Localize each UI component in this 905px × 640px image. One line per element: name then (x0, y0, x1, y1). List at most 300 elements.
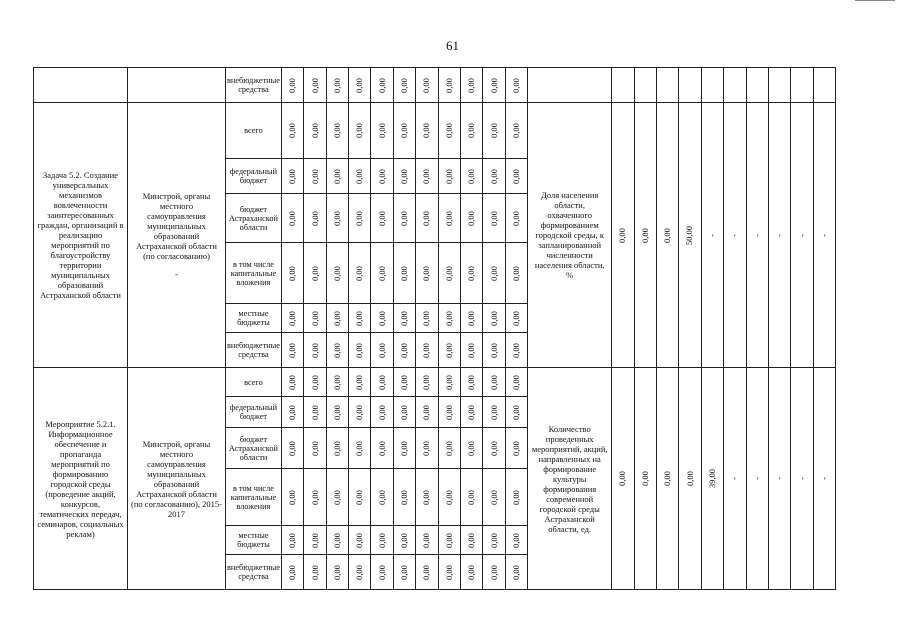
value-cell-text: 0,00 (309, 77, 320, 93)
value-cell (393, 469, 415, 526)
value-cell (326, 428, 348, 469)
indicator-value-text: 0,00 (617, 227, 628, 243)
source-cell: внебюджетные средства (226, 68, 282, 103)
value-cell (438, 368, 460, 397)
value-cell (416, 368, 438, 397)
scan-edge-mark (855, 0, 895, 2)
value-cell-text: 0,00 (309, 564, 320, 580)
value-cell-text: 0,00 (287, 310, 298, 326)
value-cell (371, 469, 393, 526)
value-cell-text: 0,00 (309, 265, 320, 281)
indicator-value-text: - (751, 233, 762, 237)
value-cell-text: 0,00 (376, 168, 387, 184)
value-cell-text: 0,00 (287, 210, 298, 226)
table-row (34, 368, 836, 397)
indicator-value-cell (656, 368, 678, 590)
value-cell-text: 0,00 (510, 374, 521, 390)
page-number: 61 (446, 38, 459, 53)
value-cell-text: 0,00 (510, 404, 521, 420)
indicator-value-text: - (796, 233, 807, 237)
value-cell (371, 243, 393, 304)
value-cell (281, 469, 303, 526)
source-cell: местные бюджеты (226, 526, 282, 555)
indicator-value-cell (634, 368, 656, 590)
value-cell (281, 526, 303, 555)
source-cell: внебюджетные средства (226, 333, 282, 368)
value-cell-text: 0,00 (466, 265, 477, 281)
value-cell (393, 555, 415, 590)
indicator-value-text: - (774, 233, 785, 237)
value-cell-text: 0,00 (421, 168, 432, 184)
value-cell-text: 0,00 (488, 168, 499, 184)
value-cell (304, 103, 326, 159)
indicator-value-text: - (818, 477, 829, 480)
value-cell (461, 159, 483, 194)
value-cell-text: 0,00 (466, 210, 477, 226)
value-cell-text: 0,00 (421, 342, 432, 358)
value-cell-text: 0,00 (443, 374, 454, 390)
value-cell-text: 0,00 (466, 168, 477, 184)
value-cell-text: 0,00 (331, 564, 342, 580)
responsible-mark: - (175, 269, 178, 279)
value-cell (483, 333, 505, 368)
value-cell (349, 333, 371, 368)
value-cell (505, 68, 527, 103)
value-cell (281, 555, 303, 590)
value-cell (483, 304, 505, 333)
value-cell-text: 0,00 (354, 168, 365, 184)
value-cell-text: 0,00 (421, 123, 432, 138)
indicator-value-cell (724, 368, 746, 590)
value-cell (461, 469, 483, 526)
value-cell (349, 159, 371, 194)
value-cell (371, 397, 393, 428)
value-cell-text: 0,00 (331, 77, 342, 93)
indicator-cell-continued (528, 68, 612, 103)
source-cell: в том числе капитальные вложения (226, 243, 282, 304)
value-cell-text: 0,00 (466, 440, 477, 456)
indicator-value-cell (724, 103, 746, 368)
indicator-value-text: 50,00 (684, 225, 695, 245)
value-cell (393, 243, 415, 304)
value-cell (304, 194, 326, 243)
value-cell (393, 333, 415, 368)
value-cell (438, 428, 460, 469)
indicator-value-cell (813, 368, 835, 590)
value-cell-text: 0,00 (354, 374, 365, 390)
value-cell-text: 0,00 (331, 123, 342, 138)
value-cell (371, 555, 393, 590)
value-cell-text: 0,00 (488, 489, 499, 505)
indicator-value-cell-empty (701, 68, 723, 103)
value-cell (349, 555, 371, 590)
value-cell (281, 243, 303, 304)
source-cell: бюджет Астраханской области (226, 428, 282, 469)
value-cell (461, 397, 483, 428)
value-cell-text: 0,00 (421, 310, 432, 326)
value-cell (326, 469, 348, 526)
value-cell-text: 0,00 (376, 210, 387, 226)
value-cell (461, 304, 483, 333)
value-cell-text: 0,00 (287, 123, 298, 138)
value-cell (349, 243, 371, 304)
value-cell (416, 304, 438, 333)
value-cell (326, 555, 348, 590)
value-cell (438, 243, 460, 304)
value-cell (393, 368, 415, 397)
value-cell (483, 159, 505, 194)
indicator-value-cell (813, 103, 835, 368)
value-cell-text: 0,00 (443, 404, 454, 420)
value-cell (483, 526, 505, 555)
value-cell-text: 0,00 (510, 77, 521, 93)
value-cell (416, 526, 438, 555)
value-cell-text: 0,00 (510, 564, 521, 580)
value-cell-text: 0,00 (510, 265, 521, 281)
value-cell (281, 333, 303, 368)
value-cell-text: 0,00 (376, 77, 387, 93)
value-cell (483, 194, 505, 243)
value-cell (304, 333, 326, 368)
value-cell-text: 0,00 (443, 123, 454, 138)
value-cell (371, 194, 393, 243)
indicator-value-text: - (774, 477, 785, 480)
value-cell-text: 0,00 (376, 310, 387, 326)
value-cell (349, 368, 371, 397)
value-cell (416, 397, 438, 428)
indicator-value-text: 0,00 (617, 471, 628, 486)
value-cell (304, 368, 326, 397)
value-cell (304, 159, 326, 194)
indicator-value-cell (701, 368, 723, 590)
resp-cell-continued (128, 68, 226, 103)
value-cell-text: 0,00 (376, 404, 387, 420)
value-cell-text: 0,00 (421, 265, 432, 281)
responsible-text: Минстрой, органы местного самоуправления муниципальных образований Астраханской области (по согласованию), 2015-2017 (131, 438, 222, 519)
indicator-value-cell (656, 103, 678, 368)
value-cell-text: 0,00 (399, 77, 410, 93)
value-cell-text: 0,00 (376, 564, 387, 580)
source-cell: всего (226, 368, 282, 397)
value-cell (438, 333, 460, 368)
value-cell (304, 555, 326, 590)
value-cell-text: 0,00 (421, 374, 432, 390)
value-cell (304, 68, 326, 103)
value-cell (326, 159, 348, 194)
value-cell-text: 0,00 (399, 210, 410, 226)
value-cell (483, 103, 505, 159)
value-cell (393, 68, 415, 103)
value-cell (505, 555, 527, 590)
value-cell-text: 0,00 (510, 532, 521, 548)
value-cell-text: 0,00 (309, 210, 320, 226)
value-cell (461, 526, 483, 555)
value-cell (438, 159, 460, 194)
value-cell (326, 526, 348, 555)
value-cell (483, 469, 505, 526)
value-cell-text: 0,00 (331, 404, 342, 420)
responsible-cell (128, 103, 226, 368)
value-cell-text: 0,00 (421, 210, 432, 226)
value-cell-text: 0,00 (331, 440, 342, 456)
table-row-top (34, 68, 836, 103)
responsible-cell (128, 368, 226, 590)
value-cell (438, 304, 460, 333)
value-cell-text: 0,00 (421, 440, 432, 456)
value-cell (326, 194, 348, 243)
value-cell-text: 0,00 (354, 265, 365, 281)
value-cell (438, 469, 460, 526)
value-cell-text: 0,00 (331, 310, 342, 326)
value-cell (505, 368, 527, 397)
value-cell (461, 194, 483, 243)
value-cell-text: 0,00 (510, 210, 521, 226)
value-cell (304, 526, 326, 555)
value-cell (393, 304, 415, 333)
value-cell (483, 397, 505, 428)
value-cell (326, 68, 348, 103)
indicator-value-cell (791, 368, 813, 590)
value-cell-text: 0,00 (466, 532, 477, 548)
value-cell (304, 397, 326, 428)
value-cell (304, 243, 326, 304)
value-cell (461, 333, 483, 368)
value-cell (416, 469, 438, 526)
value-cell-text: 0,00 (421, 532, 432, 548)
value-cell-text: 0,00 (287, 489, 298, 505)
value-cell-text: 0,00 (354, 489, 365, 505)
value-cell-text: 0,00 (443, 342, 454, 358)
indicator-cell: Количество проведенных мероприятий, акций, направленных на формирование культуры формирования современной городской среды Астраханской области, ед. (528, 368, 612, 590)
value-cell (505, 304, 527, 333)
value-cell (304, 428, 326, 469)
value-cell-text: 0,00 (488, 440, 499, 456)
value-cell-text: 0,00 (466, 342, 477, 358)
value-cell (281, 428, 303, 469)
indicator-value-text: 0,00 (662, 227, 673, 243)
value-cell-text: 0,00 (421, 489, 432, 505)
value-cell-text: 0,00 (354, 123, 365, 138)
value-cell-text: 0,00 (510, 123, 521, 138)
indicator-cell: Доля населения области, охваченного формированием городской среды, к запланированной численности населения области, % (528, 103, 612, 368)
source-cell: местные бюджеты (226, 304, 282, 333)
value-cell (505, 428, 527, 469)
value-cell (438, 397, 460, 428)
value-cell (483, 555, 505, 590)
indicator-value-cell-empty (612, 68, 634, 103)
indicator-value-text: 0,00 (684, 471, 695, 486)
value-cell-text: 0,00 (376, 489, 387, 505)
value-cell-text: 0,00 (443, 564, 454, 580)
task-title-cell: Мероприятие 5.2.1. Информационное обеспечение и пропаганда мероприятий по формированию городской среды (проведение акций, конкурсов, тематических передач, семинаров, социальных реклам) (34, 368, 128, 590)
value-cell (461, 368, 483, 397)
value-cell-text: 0,00 (399, 404, 410, 420)
value-cell-text: 0,00 (488, 265, 499, 281)
value-cell-text: 0,00 (466, 77, 477, 93)
value-cell-text: 0,00 (399, 265, 410, 281)
value-cell-text: 0,00 (488, 310, 499, 326)
value-cell-text: 0,00 (287, 342, 298, 358)
indicator-value-cell-empty (634, 68, 656, 103)
value-cell-text: 0,00 (331, 265, 342, 281)
value-cell-text: 0,00 (309, 440, 320, 456)
value-cell-text: 0,00 (466, 489, 477, 505)
value-cell-text: 0,00 (331, 489, 342, 505)
value-cell-text: 0,00 (443, 210, 454, 226)
value-cell (349, 428, 371, 469)
value-cell-text: 0,00 (309, 374, 320, 390)
value-cell (371, 68, 393, 103)
value-cell-text: 0,00 (287, 440, 298, 456)
task-title-cell: Задача 5.2. Создание универсальных механизмов вовлеченности заинтересованных граждан, организаций в реализацию мероприятий по благоустройству территории муниципальных образований Астраханской области (34, 103, 128, 368)
value-cell-text: 0,00 (287, 564, 298, 580)
value-cell-text: 0,00 (331, 342, 342, 358)
indicator-value-cell (612, 368, 634, 590)
value-cell-text: 0,00 (510, 489, 521, 505)
value-cell (461, 103, 483, 159)
value-cell-text: 0,00 (399, 342, 410, 358)
value-cell-text: 0,00 (443, 265, 454, 281)
value-cell (281, 368, 303, 397)
value-cell-text: 0,00 (309, 342, 320, 358)
value-cell-text: 0,00 (510, 168, 521, 184)
indicator-value-cell (768, 103, 790, 368)
value-cell (505, 526, 527, 555)
value-cell-text: 0,00 (309, 123, 320, 138)
value-cell (461, 243, 483, 304)
value-cell (326, 103, 348, 159)
value-cell-text: 0,00 (488, 404, 499, 420)
indicator-value-text: - (751, 477, 762, 480)
value-cell-text: 0,00 (399, 440, 410, 456)
value-cell-text: 0,00 (488, 77, 499, 93)
indicator-value-text: 0,00 (639, 227, 650, 243)
indicator-value-cell-empty (768, 68, 790, 103)
value-cell-text: 0,00 (443, 489, 454, 505)
value-cell-text: 0,00 (309, 404, 320, 420)
value-cell-text: 0,00 (354, 77, 365, 93)
value-cell (505, 159, 527, 194)
source-cell: федеральный бюджет (226, 397, 282, 428)
value-cell (393, 428, 415, 469)
indicator-value-text: - (729, 477, 740, 480)
value-cell (483, 243, 505, 304)
value-cell (416, 68, 438, 103)
indicator-value-cell-empty (813, 68, 835, 103)
indicator-value-cell (679, 103, 701, 368)
value-cell (349, 103, 371, 159)
value-cell-text: 0,00 (376, 342, 387, 358)
source-cell: всего (226, 103, 282, 159)
value-cell-text: 0,00 (488, 210, 499, 226)
responsible-text: Минстрой, органы местного самоуправления муниципальных образований Астраханской области (по согласованию) (136, 191, 217, 261)
value-cell-text: 0,00 (309, 489, 320, 505)
indicator-value-text: - (729, 233, 740, 237)
value-cell-text: 0,00 (354, 342, 365, 358)
source-cell: внебюджетные средства (226, 555, 282, 590)
value-cell-text: 0,00 (488, 374, 499, 390)
value-cell-text: 0,00 (376, 374, 387, 390)
value-cell-text: 0,00 (354, 210, 365, 226)
value-cell-text: 0,00 (331, 168, 342, 184)
value-cell (281, 194, 303, 243)
value-cell-text: 0,00 (376, 123, 387, 138)
program-table (33, 67, 836, 590)
value-cell-text: 0,00 (287, 265, 298, 281)
indicator-value-cell (768, 368, 790, 590)
value-cell-text: 0,00 (466, 310, 477, 326)
value-cell (349, 397, 371, 428)
value-cell (416, 555, 438, 590)
value-cell (304, 304, 326, 333)
value-cell-text: 0,00 (354, 564, 365, 580)
value-cell (416, 243, 438, 304)
value-cell-text: 0,00 (399, 532, 410, 548)
value-cell-text: 0,00 (309, 310, 320, 326)
value-cell (281, 103, 303, 159)
value-cell (281, 159, 303, 194)
value-cell-text: 0,00 (421, 564, 432, 580)
value-cell (349, 469, 371, 526)
value-cell (371, 103, 393, 159)
indicator-value-cell-empty (791, 68, 813, 103)
value-cell-text: 0,00 (443, 532, 454, 548)
value-cell-text: 0,00 (331, 210, 342, 226)
value-cell-text: 0,00 (510, 342, 521, 358)
indicator-value-text: 0,00 (639, 471, 650, 486)
value-cell (281, 397, 303, 428)
value-cell (393, 103, 415, 159)
value-cell-text: 0,00 (287, 168, 298, 184)
value-cell (438, 103, 460, 159)
value-cell-text: 0,00 (421, 77, 432, 93)
indicator-value-cell-empty (724, 68, 746, 103)
value-cell (416, 428, 438, 469)
value-cell-text: 0,00 (287, 404, 298, 420)
indicator-value-text: - (818, 233, 829, 237)
table-row (34, 103, 836, 159)
value-cell (438, 555, 460, 590)
value-cell-text: 0,00 (466, 123, 477, 138)
value-cell-text: 0,00 (466, 374, 477, 390)
value-cell (326, 333, 348, 368)
value-cell-text: 0,00 (421, 404, 432, 420)
value-cell (371, 428, 393, 469)
value-cell (461, 428, 483, 469)
value-cell-text: 0,00 (466, 564, 477, 580)
source-cell: бюджет Астраханской области (226, 194, 282, 243)
value-cell-text: 0,00 (287, 77, 298, 93)
indicator-value-cell (634, 103, 656, 368)
value-cell-text: 0,00 (376, 532, 387, 548)
value-cell (505, 194, 527, 243)
task-cell-continued (34, 68, 128, 103)
value-cell (371, 526, 393, 555)
value-cell (438, 526, 460, 555)
value-cell-text: 0,00 (488, 123, 499, 138)
value-cell (505, 397, 527, 428)
indicator-value-text: 39,00 (706, 468, 717, 489)
value-cell-text: 0,00 (354, 310, 365, 326)
value-cell (281, 304, 303, 333)
value-cell-text: 0,00 (488, 532, 499, 548)
indicator-value-text: 0,00 (662, 471, 673, 486)
indicator-value-cell-empty (656, 68, 678, 103)
indicator-value-cell-empty (746, 68, 768, 103)
value-cell-text: 0,00 (399, 168, 410, 184)
value-cell (505, 333, 527, 368)
value-cell (281, 68, 303, 103)
